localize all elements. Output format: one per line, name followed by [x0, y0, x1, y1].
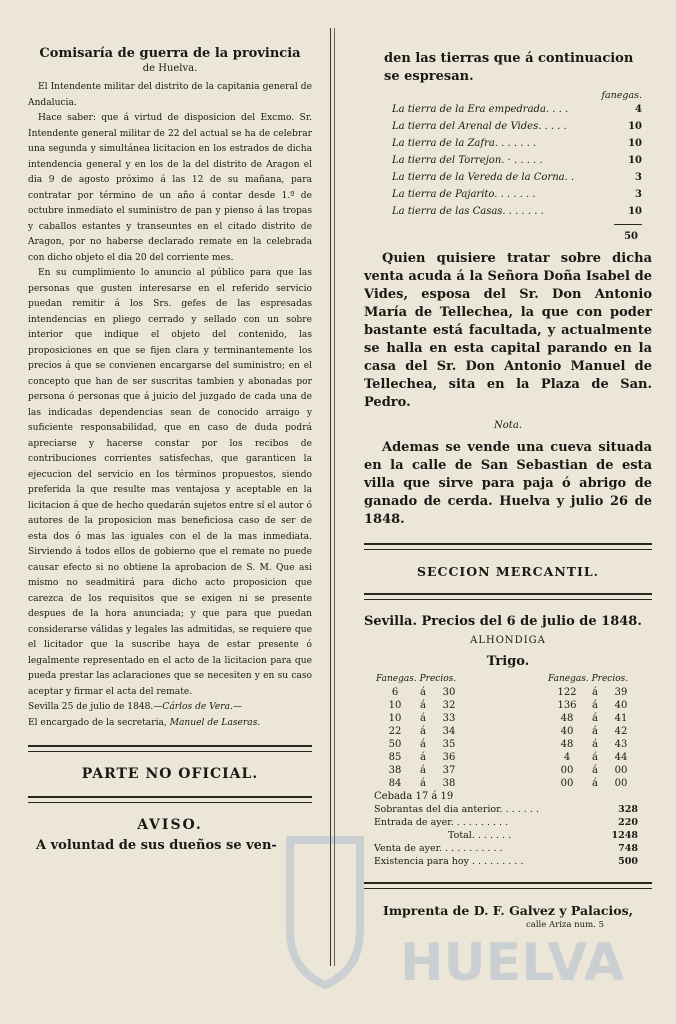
- stock-stat-row: [364, 855, 652, 868]
- land-fanegas: 10: [628, 138, 642, 149]
- trigo-heading: Trigo.: [486, 654, 530, 669]
- imprenta-line: Imprenta de D. F. Galvez y Palacios,: [382, 903, 634, 918]
- sevilla-prices-heading: Sevilla. Precios del 6 de julio de 1848.: [364, 614, 642, 629]
- price-row: [548, 764, 638, 777]
- signature-line-1: Sevilla 25 de julio de 1848.—Cárlos de Vera.—: [28, 702, 243, 712]
- price-separator: á: [420, 687, 426, 698]
- price-fanegas: 85: [388, 752, 402, 763]
- price-table-header: Fanegas. Precios.: [548, 674, 629, 684]
- price-separator: á: [592, 765, 598, 776]
- price-row: [376, 764, 466, 777]
- price-fanegas: 6: [391, 687, 399, 698]
- land-name: La tierra de Pajarito. . . . . . .: [392, 189, 536, 200]
- double-rule: [28, 796, 312, 803]
- price-separator: á: [420, 726, 426, 737]
- land-total: 50: [624, 231, 638, 242]
- stat-label: Venta de ayer. . . . . . . . . . .: [374, 843, 503, 854]
- land-item: [364, 186, 652, 203]
- price-row: [548, 777, 638, 790]
- price-row: [548, 738, 638, 751]
- land-item: [364, 169, 652, 186]
- stock-stats: [364, 803, 652, 868]
- aviso-text: A voluntad de sus dueños se ven-: [36, 838, 277, 853]
- land-fanegas: 4: [635, 104, 642, 115]
- price-fanegas: 40: [560, 726, 574, 737]
- land-name: La tierra del Arenal de Vides. . . . .: [392, 121, 567, 132]
- double-rule: [28, 745, 312, 752]
- price-value: 37: [442, 765, 456, 776]
- double-rule: [364, 882, 652, 889]
- price-fanegas: 48: [560, 739, 574, 750]
- land-name: La tierra de las Casas. . . . . . .: [392, 206, 544, 217]
- price-separator: á: [420, 778, 426, 789]
- price-fanegas: 136: [557, 700, 577, 711]
- stat-value: 220: [618, 817, 638, 828]
- stat-label: Entrada de ayer. . . . . . . . . .: [374, 817, 509, 828]
- price-separator: á: [420, 713, 426, 724]
- sum-line: [614, 224, 642, 225]
- price-row: [548, 751, 638, 764]
- stock-stat-row: [364, 829, 652, 842]
- nota-heading: Nota.: [494, 420, 522, 431]
- price-value: 00: [614, 765, 628, 776]
- price-value: 40: [614, 700, 628, 711]
- left-column: [28, 40, 312, 855]
- price-separator: á: [592, 700, 598, 711]
- double-rule: [364, 543, 652, 550]
- price-fanegas: 38: [388, 765, 402, 776]
- price-fanegas: 84: [388, 778, 402, 789]
- price-fanegas: 00: [560, 765, 574, 776]
- price-fanegas: 122: [557, 687, 577, 698]
- stat-value: 500: [618, 856, 638, 867]
- price-value: 42: [614, 726, 628, 737]
- price-table-left: [376, 673, 466, 790]
- notice-subtitle: de Huelva.: [142, 63, 198, 74]
- price-row: [376, 777, 466, 790]
- price-row: [548, 699, 638, 712]
- column-divider-inner: [334, 28, 335, 966]
- price-fanegas: 00: [560, 778, 574, 789]
- price-fanegas: 48: [560, 713, 574, 724]
- price-fanegas: 10: [388, 713, 402, 724]
- price-separator: á: [592, 687, 598, 698]
- price-value: 43: [614, 739, 628, 750]
- land-name: La tierra del Torrejon. · . . . . .: [392, 155, 543, 166]
- land-fanegas: 3: [635, 189, 642, 200]
- price-table-right: [548, 673, 638, 790]
- land-fanegas: 10: [628, 155, 642, 166]
- price-row: [376, 699, 466, 712]
- price-value: 34: [442, 726, 456, 737]
- land-name: La tierra de la Zafra. . . . . . .: [392, 138, 537, 149]
- price-fanegas: 10: [388, 700, 402, 711]
- price-value: 32: [442, 700, 456, 711]
- quien-paragraph: Quien quisiere tratar sobre dicha venta acuda á la Señora Doña Isabel de Vides, esposa del Sr. Don Antonio María de Tellechea, la que con poder bastante está facultada, y actualmente se halla en esta capital parando en la casa del Sr. Don Antonio Manuel de Tellechea, sita en la Plaza de San. Pedro.: [364, 251, 652, 410]
- stat-value: 748: [618, 843, 638, 854]
- right-column: [364, 50, 652, 930]
- aviso-heading: AVISO.: [137, 817, 203, 833]
- price-fanegas: 22: [388, 726, 402, 737]
- price-value: 30: [442, 687, 456, 698]
- cebada-line: Cebada 17 á 19: [374, 791, 454, 802]
- land-item: [364, 101, 652, 118]
- price-value: 39: [614, 687, 628, 698]
- price-row: [376, 725, 466, 738]
- ademas-paragraph: Ademas se vende una cueva situada en la calle de San Sebastian de esta villa que sirve para paja ó abrigo de ganado de cerda. Huelva y julio 26 de 1848.: [364, 440, 652, 527]
- price-row: [376, 738, 466, 751]
- land-fanegas: 10: [628, 206, 642, 217]
- price-separator: á: [420, 739, 426, 750]
- stat-label: Total. . . . . . .: [448, 830, 512, 841]
- watermark-text: HUELVA: [400, 933, 625, 993]
- price-separator: á: [420, 700, 426, 711]
- price-value: 41: [614, 713, 628, 724]
- land-name: La tierra de la Era empedrada. . . .: [392, 104, 569, 115]
- price-tables: [364, 673, 652, 790]
- land-item: [364, 203, 652, 220]
- price-separator: á: [592, 778, 598, 789]
- stat-label: Sobrantas del dia anterior. . . . . . .: [374, 804, 539, 815]
- price-value: 35: [442, 739, 456, 750]
- notice-title: Comisaría de guerra de la provincia: [39, 46, 301, 61]
- price-separator: á: [592, 739, 598, 750]
- price-separator: á: [592, 752, 598, 763]
- price-row: [376, 686, 466, 699]
- price-value: 38: [442, 778, 456, 789]
- land-fanegas: 3: [635, 172, 642, 183]
- stat-label: Existencia para hoy . . . . . . . . .: [374, 856, 524, 867]
- stat-value: 1248: [611, 830, 638, 841]
- notice-paragraph-1: El Intendente militar del distrito de la capitania general de Andalucia.: [28, 82, 312, 108]
- price-separator: á: [420, 752, 426, 763]
- land-fanegas: 10: [628, 121, 642, 132]
- land-item: [364, 135, 652, 152]
- price-separator: á: [592, 713, 598, 724]
- price-separator: á: [592, 726, 598, 737]
- parte-no-oficial-heading: PARTE NO OFICIAL.: [81, 766, 259, 782]
- fanegas-header: fanegas.: [601, 90, 642, 101]
- notice-paragraph-2: Hace saber: que á virtud de disposicion del Excmo. Sr. Intendente general militar de 22 del actual se ha de celebrar una segunda y simultánea licitacion en los estrados de dicha intendencia general y en los de la del distrito de Aragon el dia 9 de agosto próximo á las 12 de su mañana, para contratar por término de un año á contar desde 1.º de octubre inmediato el suministro de pan y pienso á las tropas y caballos estantes y transeuntes en el citado distrito de Aragon, por no haberse declarado remate en la celebrada con dicho objeto el dia 20 del corriente mes.: [28, 113, 312, 263]
- stock-stat-row: [364, 816, 652, 829]
- land-list: [364, 101, 652, 220]
- price-value: 36: [442, 752, 456, 763]
- double-rule: [364, 593, 652, 600]
- calle-line: calle Ariza num. 5: [526, 920, 604, 930]
- price-row: [376, 751, 466, 764]
- price-value: 00: [614, 778, 628, 789]
- land-item: [364, 152, 652, 169]
- column-divider: [330, 28, 331, 966]
- price-value: 44: [614, 752, 628, 763]
- price-row: [376, 712, 466, 725]
- stock-stat-row: [364, 842, 652, 855]
- price-table-header: Fanegas. Precios.: [376, 674, 457, 684]
- land-name: La tierra de la Vereda de la Corna. .: [392, 172, 575, 183]
- price-row: [548, 686, 638, 699]
- notice-paragraph-3: En su cumplimiento lo anuncio al público para que las personas que gusten interesarse en el referido servicio puedan remitir á los Srs. gefes de las espresadas intendencias en pliego cerrado y sellado con un sobre interior que indique el objeto del contenido, las proposiciones en que se fijen clara y terminantemente los precios á que se convienen encargarse del suministro; en el concepto que han de ser suscritas tambien y abonadas por persona ó personas que á juicio del juzgado de cada una de las indicadas dependencias sean de conocido arraigo y suficiente responsabilidad, que en caso de duda podrá apreciarse y hacerse constar por los recibos de contribuciones corrientes satisfechas, que garanticen la ejecucion del servicio en los términos propuestos, siendo preferida la que resulte mas ventajosa y aceptable en la licitacion á que de hecho quedarán sujetos entre sí el autor ó autores de la proposicion mas beneficiosa caso de ser de esta dos ó mas las iguales con el de la mas inmediata. Sirviendo á todos ellos de gobierno que el remate no puede causar efecto si no obtiene la aprobacion de S. M. Que asi mismo no seadmitirá para dicho acto proposicion que carezca de los requisitos que se exigen ni se presente despues de la hora anunciada; y que para que puedan considerarse válidas y legales las admitidas, se requiere que el licitador que la suscribe haya de estar presente ó legalmente representado en el acto de la licitacion para que pueda prestar las aclaraciones que se necesiten y en su caso aceptar y firmar el acta del remate.: [28, 268, 312, 697]
- stock-stat-row: [364, 803, 652, 816]
- price-separator: á: [420, 765, 426, 776]
- price-row: [548, 712, 638, 725]
- price-fanegas: 4: [563, 752, 571, 763]
- signature-line-2: El encargado de la secretaria, Manuel de Laseras.: [28, 717, 261, 728]
- seccion-mercantil-heading: SECCION MERCANTIL.: [416, 564, 600, 579]
- stat-value: 328: [618, 804, 638, 815]
- price-fanegas: 50: [388, 739, 402, 750]
- alhondiga-heading: ALHONDIGA: [470, 635, 546, 646]
- price-row: [548, 725, 638, 738]
- price-value: 33: [442, 713, 456, 724]
- land-item: [364, 118, 652, 135]
- aviso-continuation: den las tierras que á continuacion se espresan.: [384, 51, 634, 84]
